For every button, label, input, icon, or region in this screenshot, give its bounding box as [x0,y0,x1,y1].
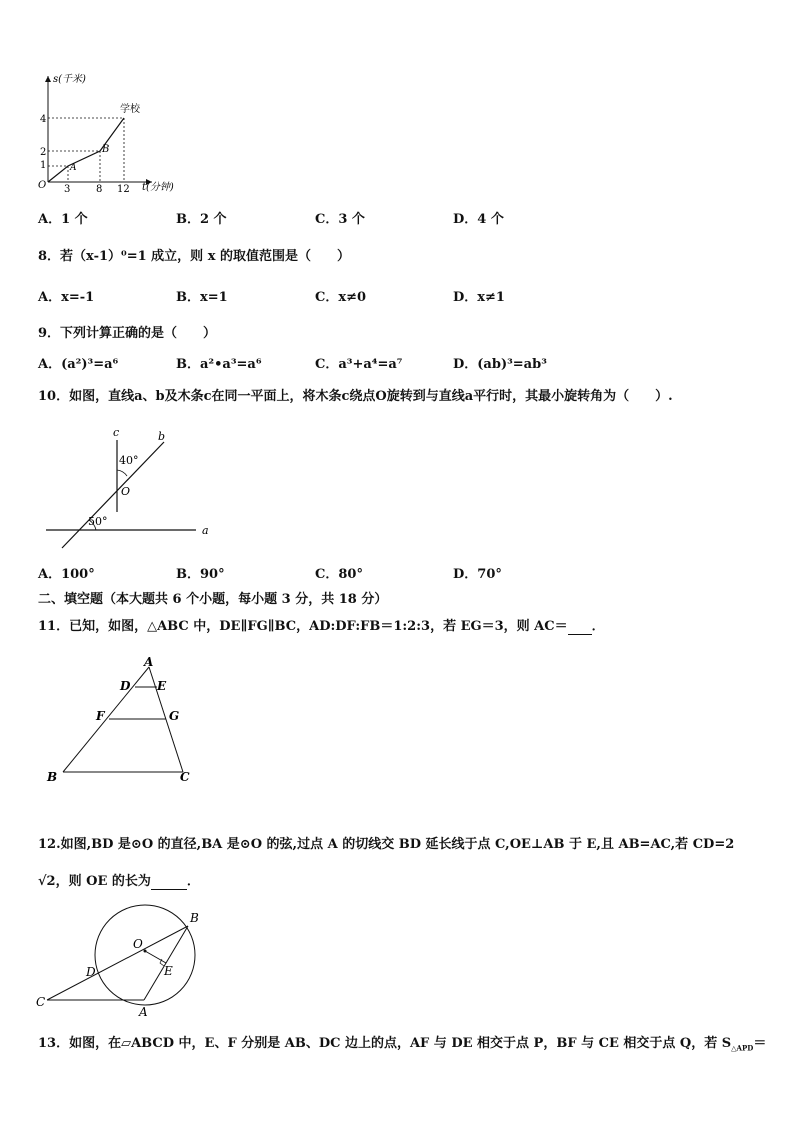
q13-stem-text: 13．如图，在▱ABCD 中，E、F 分别是 AB、DC 边上的点，AF 与 DE 相交于点 P，BF 与 CE 相交于点 Q，若 S [38,1036,732,1051]
q9-option-a[interactable]: A．(a²)³=a⁶ [38,357,119,372]
q9-option-d[interactable]: D．(ab)³=ab³ [453,357,547,372]
q12-sqrt2: √2 [38,874,56,889]
q11-label-f: F [96,709,105,723]
q12-line2-end: ． [186,874,200,889]
q10-angle-50: 50° [88,515,108,528]
q7-y-tick-1: 1 [40,160,47,171]
q8-option-c[interactable]: C．x≠0 [315,290,367,305]
q10-option-a[interactable]: A．100° [38,567,95,582]
q7-y-tick-4: 4 [40,114,47,125]
q11-stem-end: ． [591,619,605,634]
q7-option-c[interactable]: C．3 个 [315,212,365,227]
q12-line2-text: ，则 OE 的长为 [55,874,151,889]
q10-label-c: c [113,426,120,439]
q7-x-tick-8: 8 [96,184,103,195]
q10-option-c[interactable]: C．80° [315,567,363,582]
q12-label-b: B [190,911,199,925]
q10-angle-40: 40° [119,454,139,467]
q9-option-b[interactable]: B．a²•a³=a⁶ [176,357,262,372]
q9-option-c[interactable]: C．a³+a⁴=a⁷ [315,357,403,372]
q13-stem-tail: ＝ [753,1036,767,1051]
q9-stem: 9．下列计算正确的是（ ） [38,326,217,341]
q7-point-a-label: A [70,163,77,173]
q12-label-d: D [86,965,96,979]
section-fill-in-heading: 二、填空题（本大题共 6 个小题，每小题 3 分，共 18 分） [38,592,388,607]
q7-x-tick-3: 3 [64,184,71,195]
q8-option-d[interactable]: D．x≠1 [453,290,505,305]
q11-label-a: A [144,655,154,669]
q7-x-tick-12: 12 [117,184,130,195]
q11-label-g: G [169,709,180,723]
q11-label-d: D [120,679,131,693]
q12-label-o: O [133,937,143,951]
q10-option-d[interactable]: D．70° [453,567,502,582]
q8-stem: 8．若（x-1）⁰=1 成立，则 x 的取值范围是（ ） [38,249,350,264]
q7-x-axis-label: t(分钟) [142,182,174,193]
q13-stem [38,1032,766,1053]
q11-label-b: B [47,770,58,784]
q10-label-b: b [158,430,166,443]
q11-label-c: C [180,770,190,784]
q7-y-axis-label: s(千米) [53,74,86,85]
q11-label-e: E [157,679,167,693]
q12-label-e: E [164,964,173,978]
q8-option-b[interactable]: B．x=1 [176,290,228,305]
q10-option-b[interactable]: B．90° [176,567,225,582]
q8-option-a[interactable]: A．x=-1 [38,290,95,305]
q10-stem: 10．如图，直线a、b及木条c在同一平面上，将木条c绕点O旋转到与直线a平行时，其最小旋转角为（ ）. [38,389,673,404]
q7-option-b[interactable]: B．2 个 [176,212,227,227]
q7-school-label: 学校 [120,104,140,115]
q12-stem: 12.如图,BD 是⊙O 的直径,BA 是⊙O 的弦,过点 A 的切线交 BD 延长线于点 C,OE⊥AB 于 E,且 AB=AC,若 CD=2 [38,837,735,852]
q11-stem-text: 11．已知，如图，△ABC 中，DE∥FG∥BC，AD:DF:FB＝1:2:3，若 EG＝3，则 AC＝ [38,619,568,634]
q10-label-o: O [121,485,131,498]
q7-option-a[interactable]: A．1 个 [38,212,88,227]
q7-y-tick-2: 2 [40,147,47,158]
q13-area-subscript: △APD [731,1043,754,1053]
q12-label-a: A [139,1005,148,1019]
q7-origin-label: O [38,180,47,191]
q12-label-c: C [36,995,46,1009]
q10-label-a: a [202,524,209,537]
q7-point-b-label: B [102,144,110,155]
q7-option-d[interactable]: D．4 个 [453,212,504,227]
